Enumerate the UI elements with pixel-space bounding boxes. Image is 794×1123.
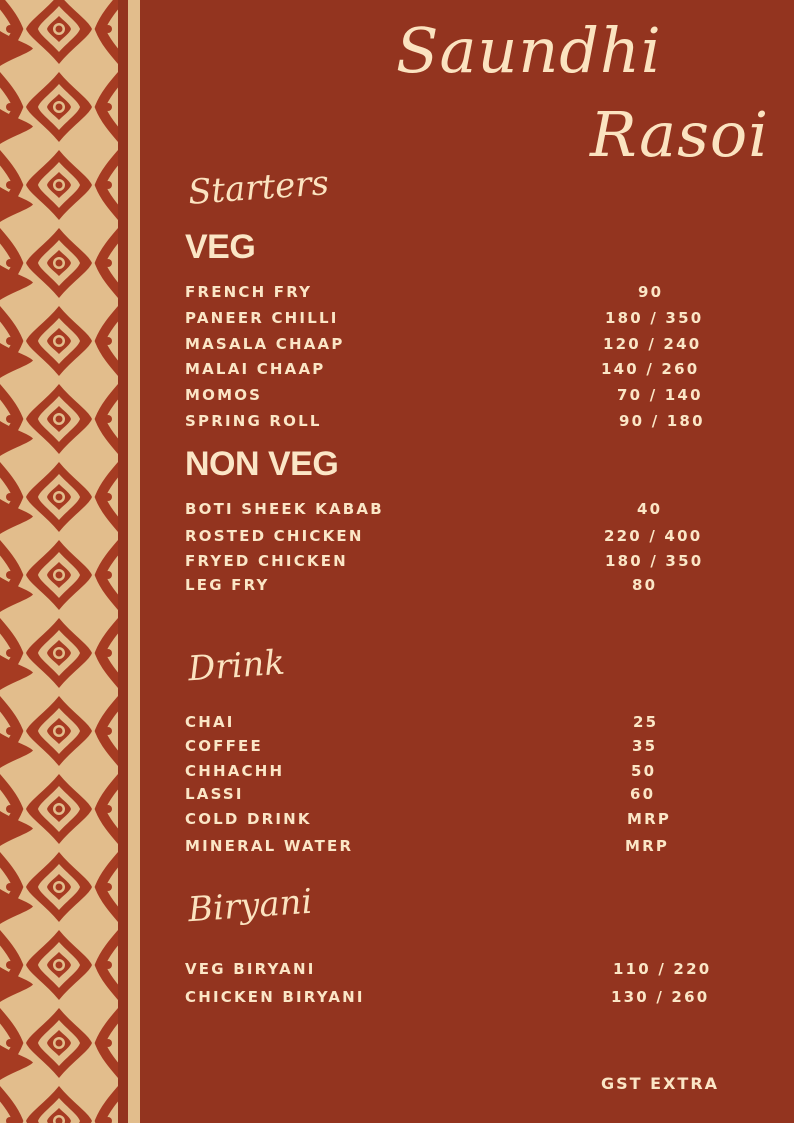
- menu-item-name: SPRING ROLL: [185, 412, 322, 430]
- menu-item-price: 180 / 350: [605, 309, 704, 327]
- subheading-non-veg: NON VEG: [185, 445, 339, 483]
- gst-note: GST EXTRA: [601, 1074, 720, 1093]
- subheading-veg: VEG: [185, 228, 256, 266]
- menu-item-price: 180 / 350: [605, 552, 704, 570]
- menu-item-price: 110 / 220: [613, 960, 712, 978]
- section-heading-starters: Starters: [186, 163, 331, 213]
- menu-item-name: CHAI: [185, 713, 235, 731]
- restaurant-name-line1: Saundhi: [396, 14, 662, 87]
- menu-item-name: CHICKEN BIRYANI: [185, 988, 365, 1006]
- menu-item-name: PANEER CHILLI: [185, 309, 339, 327]
- menu-item-price: 90 / 180: [619, 412, 705, 430]
- menu-item-name: LEG FRY: [185, 576, 270, 594]
- menu-item-name: MOMOS: [185, 386, 263, 404]
- menu-item-price: 130 / 260: [611, 988, 710, 1006]
- pattern-graphic: [0, 0, 118, 1123]
- menu-item-price: 25: [633, 713, 659, 731]
- menu-item-name: MINERAL WATER: [185, 837, 354, 855]
- section-heading-drink: Drink: [186, 642, 287, 690]
- border-divider-stripe: [118, 0, 128, 1123]
- menu-item-name: COFFEE: [185, 737, 263, 755]
- menu-item-name: MASALA CHAAP: [185, 335, 345, 353]
- border-accent-stripe: [128, 0, 140, 1123]
- menu-item-price: 120 / 240: [603, 335, 702, 353]
- menu-item-name: VEG BIRYANI: [185, 960, 316, 978]
- menu-item-name: FRYED CHICKEN: [185, 552, 348, 570]
- menu-item-price: 50: [631, 762, 657, 780]
- menu-item-price: MRP: [627, 810, 672, 828]
- menu-item-price: 40: [637, 500, 663, 518]
- menu-item-name: BOTI SHEEK KABAB: [185, 500, 384, 518]
- menu-item-name: LASSI: [185, 785, 244, 803]
- menu-item-name: CHHACHH: [185, 762, 285, 780]
- menu-item-price: 90: [638, 283, 664, 301]
- menu-item-name: COLD DRINK: [185, 810, 312, 828]
- menu-item-price: MRP: [625, 837, 670, 855]
- menu-item-price: 60: [630, 785, 656, 803]
- menu-item-price: 80: [632, 576, 658, 594]
- menu-item-price: 220 / 400: [604, 527, 703, 545]
- menu-item-price: 140 / 260: [601, 360, 700, 378]
- menu-item-name: ROSTED CHICKEN: [185, 527, 364, 545]
- restaurant-name-line2: Rasoi: [590, 98, 770, 171]
- menu-item-name: FRENCH FRY: [185, 283, 313, 301]
- menu-item-price: 70 / 140: [617, 386, 703, 404]
- decorative-border-pattern: [0, 0, 118, 1123]
- section-heading-biryani: Biryani: [186, 881, 314, 931]
- menu-item-name: MALAI CHAAP: [185, 360, 326, 378]
- menu-item-price: 35: [632, 737, 658, 755]
